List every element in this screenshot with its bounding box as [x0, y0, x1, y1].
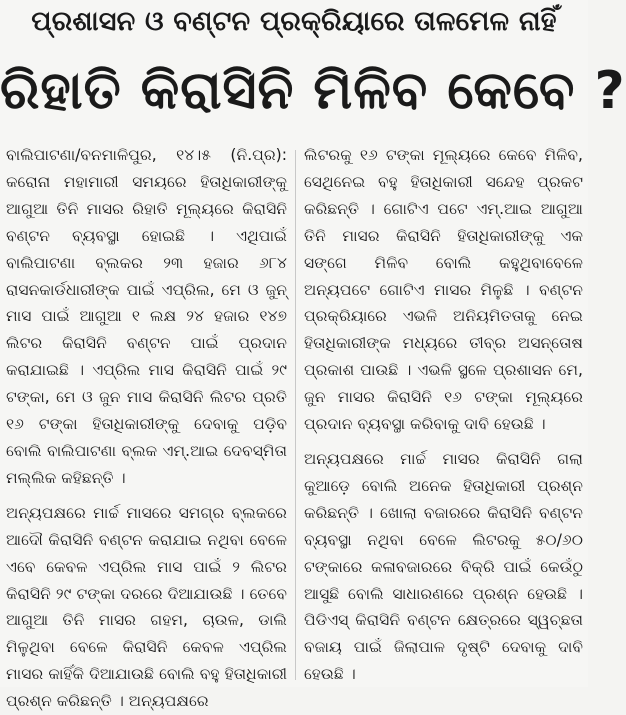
column-divider: [295, 150, 296, 680]
right-column: [304, 142, 583, 687]
left-column: [6, 142, 287, 711]
body-paragraph: ଅନ୍ୟପକ୍ଷରେ ମାର୍ଚ୍ଚ ମାସରେ ସମଗ୍ର ବ୍ଲକରେ ଆଦୌ କିରାସିନି ବଣ୍ଟନ କରାଯାଇ ନଥିବା ବେଳେ ଏବେ କେବଳ ଏପ୍ରିଲ ମାସ ପାଇଁ ୨ ଲିଟର କିରାସିନି ୨୯ ଟଙ୍କା ଦରରେ ଦିଆଯାଉଛି । ତେବେ ଆଗୁଆ ତିନି ମାସର ଗହମ, ଚାଉଳ, ଡାଲି ମିଳୁଥିବା ବେଳେ କିରାସିନି କେବଳ ଏପ୍ରିଲ ମାସର କାହିଁକି ଦିଆଯାଉଛି ବୋଲି ବହୁ ହିତାଧିକାରୀ ପ୍ରଶ୍ନ କରିଛନ୍ତି । ଅନ୍ୟପକ୍ଷରେ: [6, 503, 287, 711]
main-headline: ରିହାତି କିରାସିନି ମିଳିବ କେବେ ?: [0, 61, 626, 121]
kicker-headline: ପ୍ରଶାସନ ଓ ବଣ୍ଟନ ପ୍ରକ୍ରିୟାରେ ତାଳମେଳ ନାହିଁ: [31, 6, 557, 37]
body-paragraph: ବାଲିପାଟଣା/ବନମାଳିପୁର, ୧୪।୫ (ନି.ପ୍ର): କରୋନା ମହାମାରୀ ସମୟରେ ହିତାଧିକାରୀଙ୍କୁ ଆଗୁଆ ତିନି ମାସର ରିହାତି ମୂଲ୍ୟରେ କିରାସିନି ବଣ୍ଟନ ବ୍ୟବସ୍ଥା ହୋଇଛି । ଏଥିପାଇଁ ବାଲିପାଟଣା ବ୍ଲକର ୨୩ ହଜାର ୬୮୪ ରାସନକାର୍ଡଧାରୀଙ୍କ ପାଇଁ ଏପ୍ରିଲ, ମେ ଓ ଜୁନ୍ ମାସ ପାଇଁ ଆଗୁଆ ୧ ଲକ୍ଷ ୨୪ ହଜାର ୧୪୭ ଲିଟର କିରାସିନି ବଣ୍ଟନ ପାଇଁ ପ୍ରଦାନ କରାଯାଇଛି । ଏପ୍ରିଲ ମାସ କିରାସିନି ପାଇଁ ୨୯ ଟଙ୍କା, ମେ ଓ ଜୁନ ମାସ କିରାସିନି ଲିଟର ପ୍ରତି ୧୬ ଟଙ୍କା ହିତାଧିକାରୀଙ୍କୁ ଦେବାକୁ ପଡ଼ିବ ବୋଲି ବାଲିପାଟଣା ବ୍ଲକ ଏମ୍.ଆଇ ଦେବସ୍ମିତା ମଲ୍ଲିକ କହିଛନ୍ତି ।: [6, 146, 287, 487]
body-paragraph: ଅନ୍ୟପକ୍ଷରେ ମାର୍ଚ୍ଚ ମାସର କିରାସିନି ଗଲା କୁଆଡ଼େ ବୋଲି ଅନେକ ହିତାଧିକାରୀ ପ୍ରଶ୍ନ କରିଛନ୍ତି । ଖୋଲା ବଜାରରେ କିରାସିନି ବଣ୍ଟନ ବ୍ୟବସ୍ଥା ନଥିବା ବେଳେ ଲିଟରକୁ ୫୦/୬୦ ଟଙ୍କାରେ କଳାବଜାରରେ ବିକ୍ରି ପାଇଁ କେଉଁଠୁ ଆସୁଛି ବୋଲି ସାଧାରଣରେ ପ୍ରଶ୍ନ ହେଉଛି । ପିଡିଏସ୍ କିରାସିନି ବଣ୍ଟନ କ୍ଷେତ୍ରରେ ସ୍ୱଚ୍ଛତା ବଜାୟ ପାଇଁ ଜିଲାପାଳ ଦୃଷ୍ଟି ଦେବାକୁ ଦାବି ହେଉଛି ।: [304, 449, 583, 684]
body-paragraph: ଲିଟରକୁ ୧୬ ଟଙ୍କା ମୂଲ୍ୟରେ କେବେ ମିଳିବ, ସେଥିନେଇ ବହୁ ହିତାଧିକାରୀ ସନ୍ଦେହ ପ୍ରକଟ କରିଛନ୍ତି । ଗୋଟିଏ ପଟେ ଏମ୍.ଆଇ ଆଗୁଆ ତିନି ମାସର କିରାସିନି ହିତାଧିକାରୀଙ୍କୁ ଏକ ସଙ୍ଗେ ମିଳିବ ବୋଲି କହୁଥିବାବେଳେ ଅନ୍ୟପଟେ ଗୋଟିଏ ମାସର ମିଳୁଛି । ବଣ୍ଟନ ପ୍ରକ୍ରିୟାରେ ଏଭଳି ଅନିୟମିତତାକୁ ନେଇ ହିତାଧିକାରୀଙ୍କ ମଧ୍ୟରେ ତୀବ୍ର ଅସନ୍ତୋଷ ପ୍ରକାଶ ପାଉଛି । ଏଭଳି ସ୍ଥଳେ ପ୍ରଶାସନ ମେ, ଜୁନ ମାସର କିରାସିନି ୧୬ ଟଙ୍କା ମୂଲ୍ୟରେ ପ୍ରଦାନ ବ୍ୟବସ୍ଥା କରିବାକୁ ଦାବି ହେଉଛି ।: [304, 146, 583, 434]
